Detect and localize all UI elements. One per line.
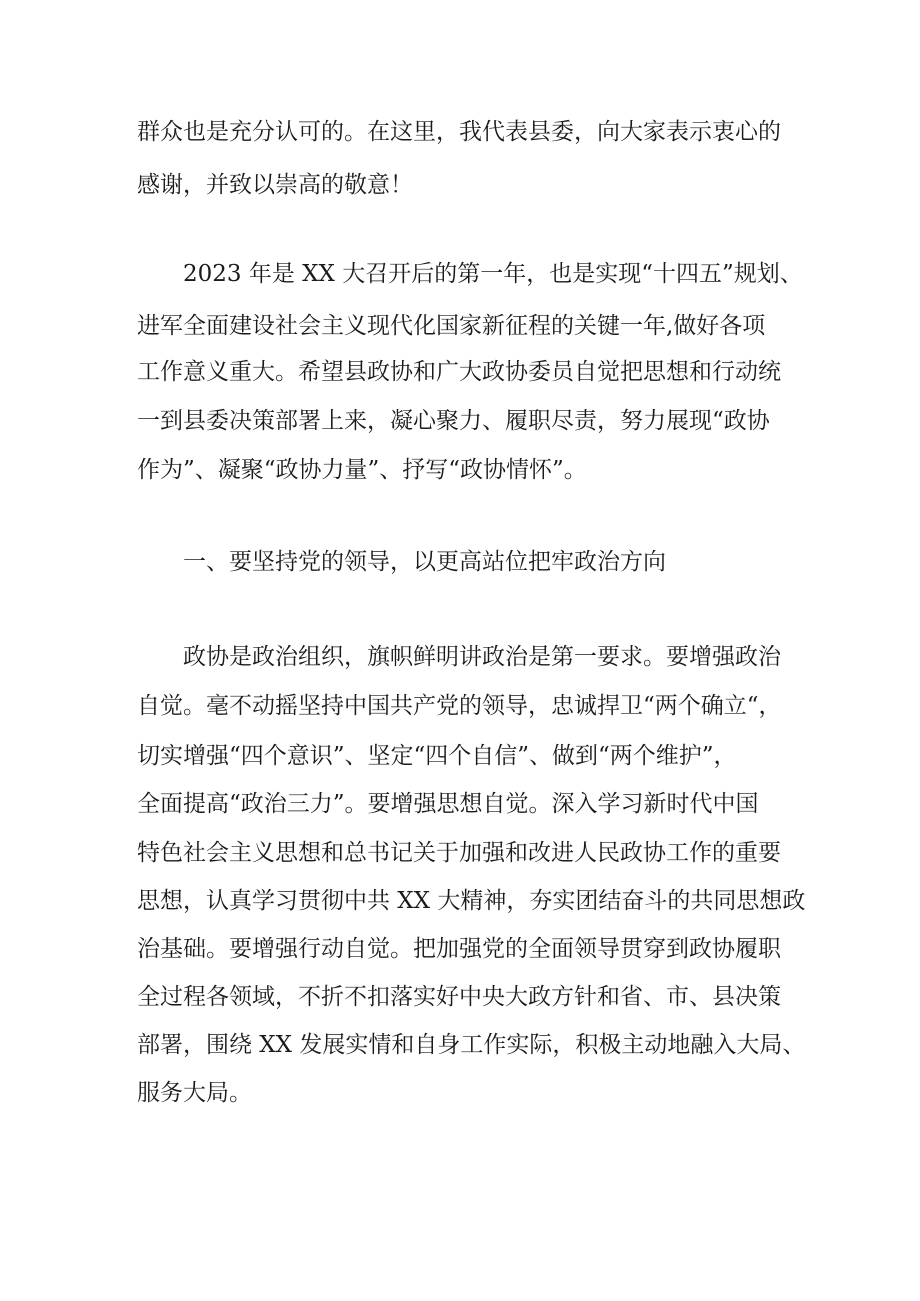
- paragraph-3-line-3: 切实增强“四个意识”、坚定“四个自信”、做到“两个维护”，: [137, 743, 737, 769]
- paragraph-3-line-10: 服务大局。: [137, 1080, 252, 1106]
- paragraph-3-line-7: 治基础。要增强行动自觉。把加强党的全面领导贯穿到政协履职: [137, 936, 781, 962]
- paragraph-2-line-5: 作为”、凝聚“政协力量”、抒写“政协情怀”。: [137, 457, 587, 483]
- paragraph-3-line-8: 全过程各领域，不折不扣落实好中央大政方针和省、市、县决策: [137, 984, 781, 1010]
- paragraph-2-line-4: 一到县委决策部署上来，凝心聚力、履职尽责，努力展现“政协: [137, 408, 770, 434]
- paragraph-3-line-2: 自觉。毫不动摇坚持中国共产党的领导，忠诚捍卫“两个确立“，: [137, 693, 782, 719]
- paragraph-2-line-1: 2023 年是 XX 大召开后的第一年，也是实现“十四五”规划、: [183, 261, 803, 287]
- paragraph-3-line-5: 特色社会主义思想和总书记关于加强和改进人民政协工作的重要: [137, 840, 781, 866]
- paragraph-3-line-6: 思想，认真学习贯彻中共 XX 大精神，夯实团结奋斗的共同思想政: [137, 888, 806, 914]
- paragraph-1-line-2: 感谢，并致以崇高的敬意！: [137, 172, 413, 198]
- paragraph-2-line-3: 工作意义重大。希望县政协和广大政协委员自觉把思想和行动统: [137, 359, 781, 385]
- section-heading: 一、要坚持党的领导，以更高站位把牢政治方向: [183, 549, 666, 575]
- paragraph-2-line-2: 进军全面建设社会主义现代化国家新征程的关键一年,做好各项: [137, 313, 766, 339]
- paragraph-1-line-1: 群众也是充分认可的。在这里，我代表县委，向大家表示衷心的: [137, 119, 781, 145]
- paragraph-3-line-1: 政协是政治组织，旗帜鲜明讲政治是第一要求。要增强政治: [183, 644, 781, 670]
- paragraph-3-line-9: 部署，围绕 XX 发展实情和自身工作实际，积极主动地融入大局、: [137, 1032, 806, 1058]
- paragraph-3-line-4: 全面提高“政治三力”。要增强思想自觉。深入学习新时代中国: [137, 791, 759, 817]
